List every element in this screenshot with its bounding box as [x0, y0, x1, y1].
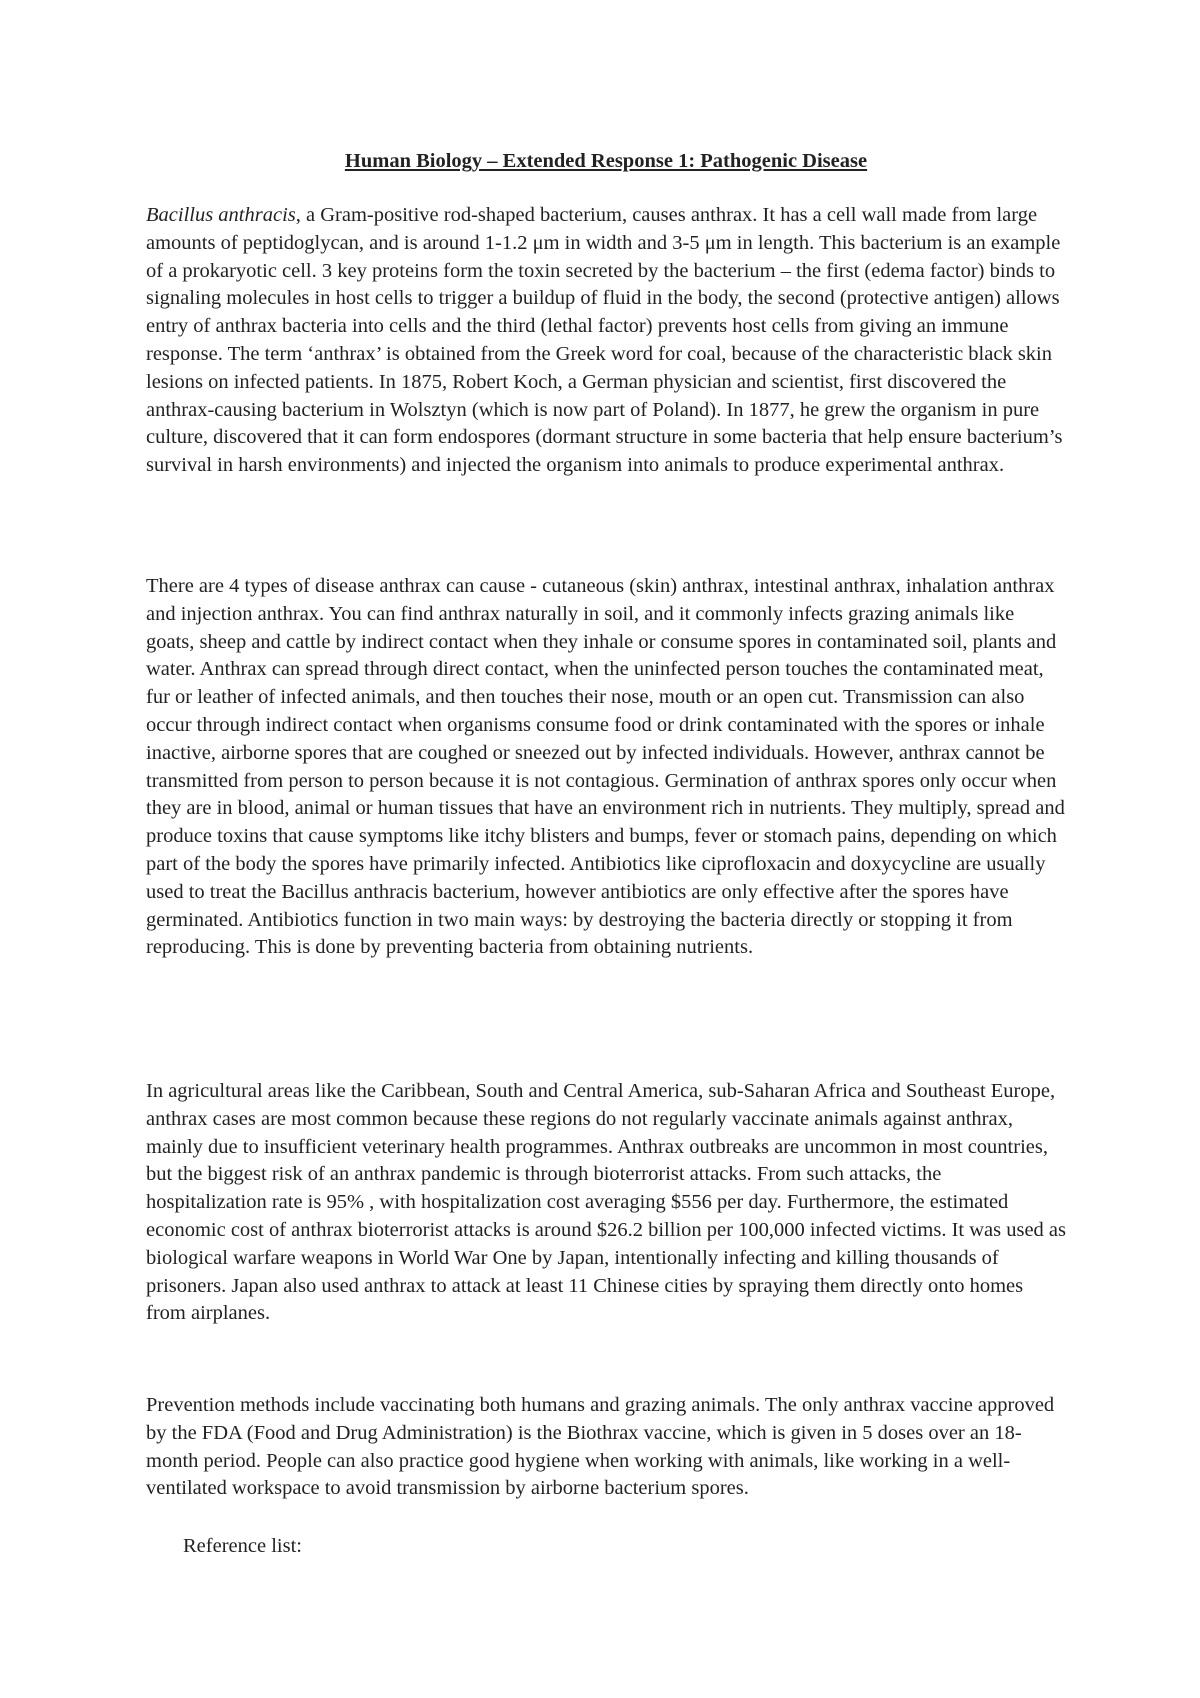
paragraph-2: There are 4 types of disease anthrax can cause - cutaneous (skin) anthrax, intestinal anthrax, inhalation anthrax and injection anthrax. You can find anthrax naturally in soil, and it commonly infects grazing animals like goats, sheep and cattle by indirect contact when they inhale or consume spores in contaminated soil, plants and water. Anthrax can spread through direct contact, when the uninfected person touches the contaminated meat, fur or leather of infected animals, and then touches their nose, mouth or an open cut. Transmission can also occur through indirect contact when organisms consume food or drink contaminated with the spores or inhale inactive, airborne spores that are coughed or sneezed out by infected individuals. However, anthrax cannot be transmitted from person to person because it is not contagious. Germination of anthrax spores only occur when they are in blood, animal or human tissues that have an environment rich in nutrients. They multiply, spread and produce toxins that cause symptoms like itchy blisters and bumps, fever or stomach pains, depending on which part of the body the spores have primarily infected. Antibiotics like ciprofloxacin and doxycycline are usually used to treat the Bacillus anthracis bacterium, however antibiotics are only effective after the spores have germinated. Antibiotics function in two main ways: by destroying the bacteria directly or stopping it from reproducing. This is done by preventing bacteria from obtaining nutrients.: [146, 575, 1065, 959]
paragraph-1: [146, 202, 1066, 480]
paragraph-3: In agricultural areas like the Caribbean, South and Central America, sub-Saharan Africa and Southeast Europe, anthrax cases are most common because these regions do not regularly vaccinate animals against anthrax, mainly due to insufficient veterinary health programmes. Anthrax outbreaks are uncommon in most countries, but the biggest risk of an anthrax pandemic is through bioterrorist attacks. From such attacks, the hospitalization rate is 95% , with hospitalization cost averaging $556 per day. Furthermore, the estimated economic cost of anthrax bioterrorist attacks is around $26.2 billion per 100,000 infected victims. It was used as biological warfare weapons in World War One by Japan, intentionally infecting and killing thousands of prisoners. Japan also used anthrax to attack at least 11 Chinese cities by spraying them directly onto homes from airplanes.: [146, 1080, 1066, 1325]
document-title: Human Biology – Extended Response 1: Pathogenic Disease: [344, 150, 868, 172]
paragraph-1-lead-italic: Bacillus anthracis: [146, 204, 296, 226]
reference-list-heading: Reference list:: [183, 1535, 302, 1557]
paragraph-1-text: , a Gram-positive rod-shaped bacterium, causes anthrax. It has a cell wall made from large amounts of peptidoglycan, and is around 1-1.2 μm in width and 3-5 μm in length. This bacterium is an example of a prokaryotic cell. 3 key proteins form the toxin secreted by the bacterium – the first (edema factor) binds to signaling molecules in host cells to trigger a buildup of fluid in the body, the second (protective antigen) allows entry of anthrax bacteria into cells and the third (lethal factor) prevents host cells from giving an immune response. The term ‘anthrax’ is obtained from the Greek word for coal, because of the characteristic black skin lesions on infected patients. In 1875, Robert Koch, a German physician and scientist, first discovered the anthrax-causing bacterium in Wolsztyn (which is now part of Poland). In 1877, he grew the organism in pure culture, discovered that it can form endospores (dormant structure in some bacteria that help ensure bacterium’s survival in harsh environments) and injected the organism into animals to produce experimental anthrax.: [146, 204, 1063, 477]
paragraph-4: Prevention methods include vaccinating both humans and grazing animals. The only anthrax vaccine approved by the FDA (Food and Drug Administration) is the Biothrax vaccine, which is given in 5 doses over an 18-month period. People can also practice good hygiene when working with animals, like working in a well-ventilated workspace to avoid transmission by airborne bacterium spores.: [146, 1394, 1055, 1500]
